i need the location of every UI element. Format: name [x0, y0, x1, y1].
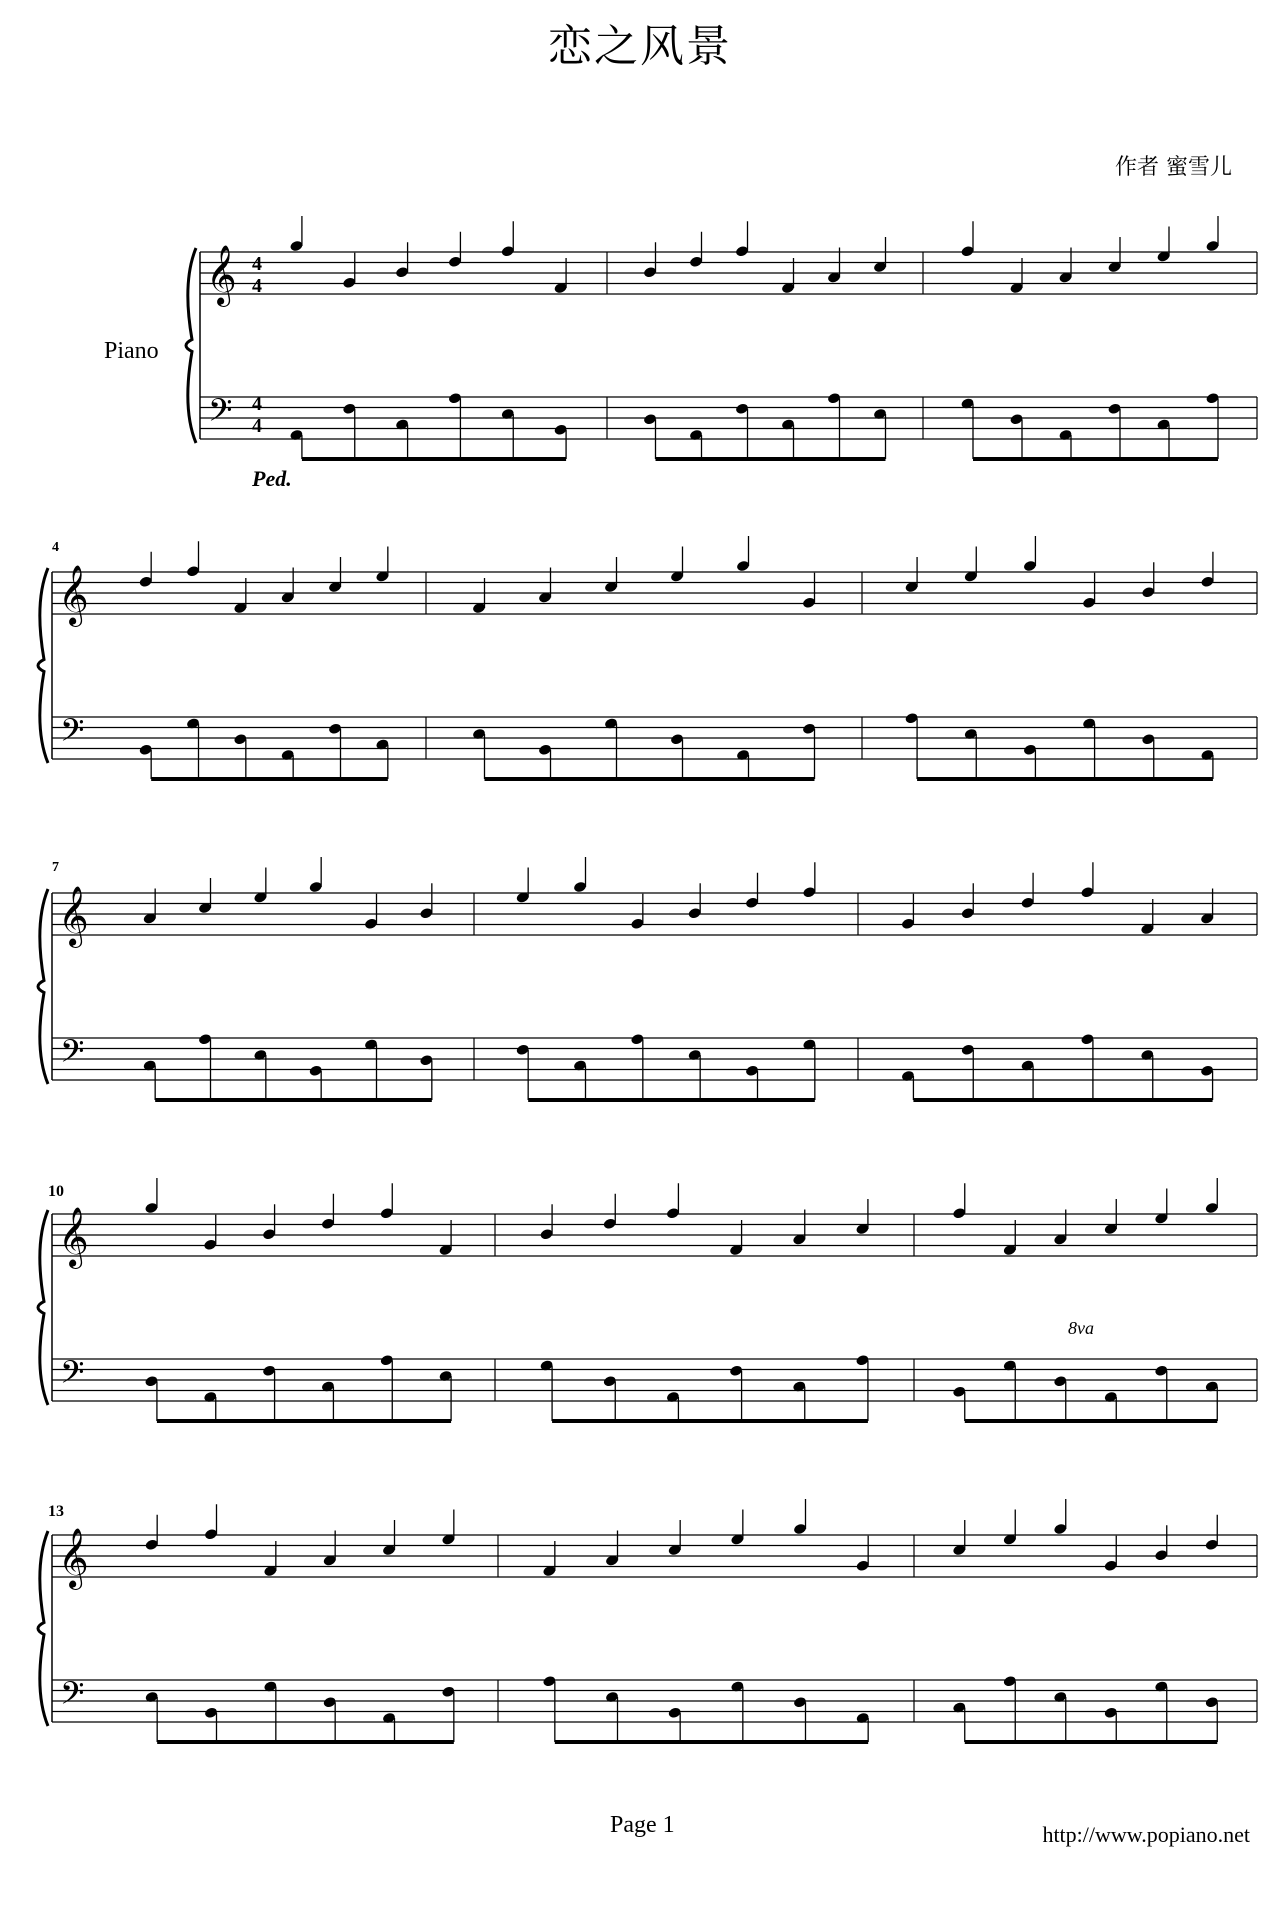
- staff-systems: [38, 245, 1257, 1726]
- page-number: Page 1: [610, 1812, 675, 1838]
- treble-clef: 𝄞: [206, 245, 237, 305]
- score-title: 恋之风景: [548, 21, 732, 72]
- staff-system: [38, 565, 1257, 763]
- treble-clef: 𝄞: [58, 886, 89, 946]
- instrument-label: Piano: [104, 338, 159, 364]
- bass-clef: 𝄢: [208, 392, 233, 436]
- treble-clef: 𝄞: [58, 1528, 89, 1588]
- brace: [38, 889, 48, 1084]
- treble-clef: 𝄞: [58, 565, 89, 625]
- staff-system: [38, 1528, 1257, 1726]
- brace: [186, 248, 196, 443]
- staff-system: [186, 245, 1257, 443]
- staff-system: [38, 886, 1257, 1084]
- measure-number: 13: [48, 1503, 64, 1520]
- treble-clef: 𝄞: [58, 1207, 89, 1267]
- pedal-marking: Ped.: [252, 466, 292, 491]
- bass-clef: 𝄢: [60, 1354, 85, 1398]
- bass-clef: 𝄢: [60, 1033, 85, 1077]
- staff-system: [38, 1207, 1257, 1405]
- measure-number: 10: [48, 1183, 64, 1200]
- note-heads: [138, 216, 1219, 1742]
- time-sig-bottom: 4: [252, 415, 262, 437]
- bass-clef: 𝄢: [60, 1675, 85, 1719]
- time-sig-top: 4: [252, 393, 262, 415]
- bass-clef: 𝄢: [60, 712, 85, 756]
- brace: [38, 1531, 48, 1726]
- ottava-marking: 8va: [1068, 1318, 1094, 1338]
- measure-number: 7: [52, 860, 59, 875]
- source-url[interactable]: http://www.popiano.net: [1042, 1822, 1250, 1847]
- measure-number: 4: [52, 540, 59, 555]
- brace: [38, 1210, 48, 1405]
- brace: [38, 568, 48, 763]
- time-sig-top: 4: [252, 253, 262, 275]
- time-sig-bottom: 4: [252, 275, 262, 297]
- composer-credit: 作者 蜜雪儿: [1115, 155, 1232, 180]
